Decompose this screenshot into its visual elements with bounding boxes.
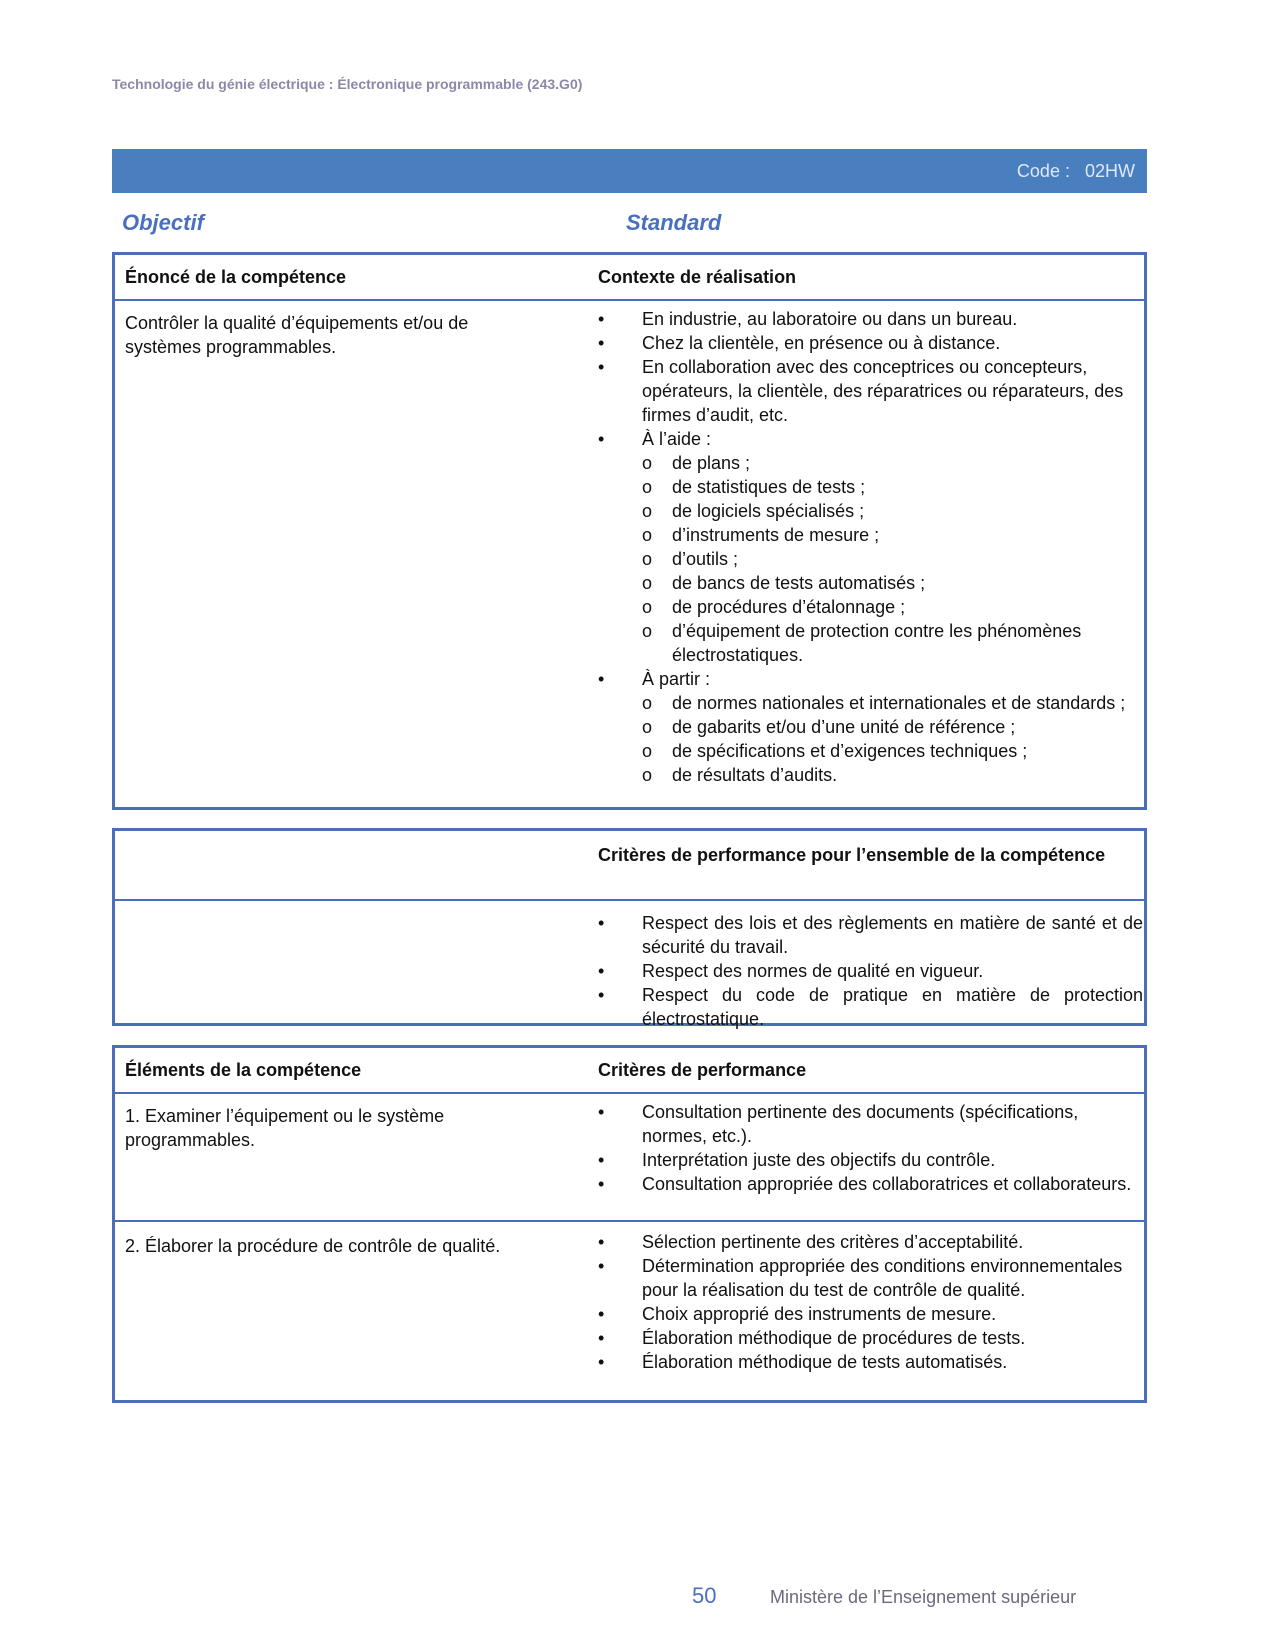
- code-value: 02HW: [1084, 161, 1135, 181]
- divider: [115, 899, 1144, 901]
- list-item-aide: • À l’aide : o de plans ; o de statistiques de tests ; o de logiciels spécialisés ; o d’instruments de mesure ; o d’outils ; o de bancs de tests automatisés ; o de procédures d’étalonnage ; o d’équipement de protection contre les phénomènes électrostatiques.: [598, 427, 1143, 667]
- criteria-header: Critères de performance: [598, 1060, 807, 1080]
- running-head: Technologie du génie électrique : Électronique programmable (243.G0): [112, 76, 583, 92]
- element-1-criteria: [598, 1100, 1143, 1196]
- context-list-wrap: [598, 307, 1143, 787]
- list-item: o de normes nationales et internationales et de standards ;: [642, 691, 1143, 715]
- list-item: • Consultation appropriée des collaboratrices et collaborateurs.: [598, 1172, 1143, 1196]
- list-item: • Sélection pertinente des critères d’acceptabilité.: [598, 1230, 1143, 1254]
- list-item: • Chez la clientèle, en présence ou à distance.: [598, 331, 1143, 355]
- list-item: o de plans ;: [642, 451, 1143, 475]
- objectif-heading: Objectif: [122, 210, 204, 235]
- list-item: • En industrie, au laboratoire ou dans un bureau.: [598, 307, 1143, 331]
- competence-header-row: [115, 255, 1144, 301]
- element-1-criteria-wrap: [598, 1100, 1143, 1196]
- list-item: • Interprétation juste des objectifs du contrôle.: [598, 1148, 1143, 1172]
- list-item: o de résultats d’audits.: [642, 763, 1143, 787]
- footer-ministry: Ministère de l’Enseignement supérieur: [770, 1587, 1077, 1607]
- overall-criteria-title: Critères de performance pour l’ensemble de la compétence: [598, 845, 1106, 865]
- competence-statement: Contrôler la qualité d’équipements et/ou de systèmes programmables.: [125, 313, 469, 357]
- element-2-label: 2. Élaborer la procédure de contrôle de qualité.: [125, 1236, 501, 1256]
- element-2-criteria-wrap: [598, 1230, 1143, 1374]
- elements-header-row: [115, 1048, 1144, 1094]
- code-bar: [112, 149, 1147, 193]
- list-item: • Élaboration méthodique de procédures de tests.: [598, 1326, 1143, 1350]
- list-item: • Choix approprié des instruments de mesure.: [598, 1302, 1143, 1326]
- list-item: • Respect des normes de qualité en vigueur.: [598, 959, 1143, 983]
- list-item: • Détermination appropriée des conditions environnementales pour la réalisation du test de contrôle de qualité.: [598, 1254, 1143, 1302]
- context-list: [598, 307, 1143, 787]
- statement-header: Énoncé de la compétence: [125, 267, 347, 287]
- context-header: Contexte de réalisation: [598, 267, 797, 287]
- list-item: o d’équipement de protection contre les phénomènes électrostatiques.: [642, 619, 1143, 667]
- competence-table: [112, 252, 1147, 810]
- page-number: 50: [692, 1583, 717, 1608]
- list-item: o d’outils ;: [642, 547, 1143, 571]
- list-item: o de bancs de tests automatisés ;: [642, 571, 1143, 595]
- list-item: • Élaboration méthodique de tests automatisés.: [598, 1350, 1143, 1374]
- overall-criteria-list: [598, 911, 1143, 1031]
- elements-header: Éléments de la compétence: [125, 1060, 362, 1080]
- list-item: • Consultation pertinente des documents (spécifications, normes, etc.).: [598, 1100, 1143, 1148]
- list-item: o de gabarits et/ou d’une unité de référence ;: [642, 715, 1143, 739]
- list-item-partir: • À partir : o de normes nationales et internationales et de standards ; o de gabarits et/ou d’une unité de référence ; o de spécifications et d’exigences techniques ; o de résultats d’audits.: [598, 667, 1143, 787]
- aide-list: [642, 451, 1143, 667]
- competency-code: Code : 02HW: [1016, 161, 1135, 181]
- overall-criteria-wrap: [598, 911, 1143, 1031]
- list-item: o de procédures d’étalonnage ;: [642, 595, 1143, 619]
- elements-table: [112, 1045, 1147, 1403]
- standard-heading: Standard: [626, 210, 722, 235]
- divider: [115, 1220, 1144, 1222]
- list-item: • Respect du code de pratique en matière de protection électrostatique.: [598, 983, 1143, 1031]
- list-item: • Respect des lois et des règlements en matière de santé et de sécurité du travail.: [598, 911, 1143, 959]
- overall-criteria-table: [112, 828, 1147, 1029]
- element-1-label: 1. Examiner l’équipement ou le système programmables.: [125, 1106, 445, 1150]
- list-item: • En collaboration avec des conceptrices ou concepteurs, opérateurs, la clientèle, des réparatrices ou réparateurs, des firmes d’audit, etc.: [598, 355, 1143, 427]
- list-item: o de spécifications et d’exigences techniques ;: [642, 739, 1143, 763]
- element-2-criteria: [598, 1230, 1143, 1374]
- list-item: o de logiciels spécialisés ;: [642, 499, 1143, 523]
- partir-list: [642, 691, 1143, 787]
- list-item: o de statistiques de tests ;: [642, 475, 1143, 499]
- list-item: o d’instruments de mesure ;: [642, 523, 1143, 547]
